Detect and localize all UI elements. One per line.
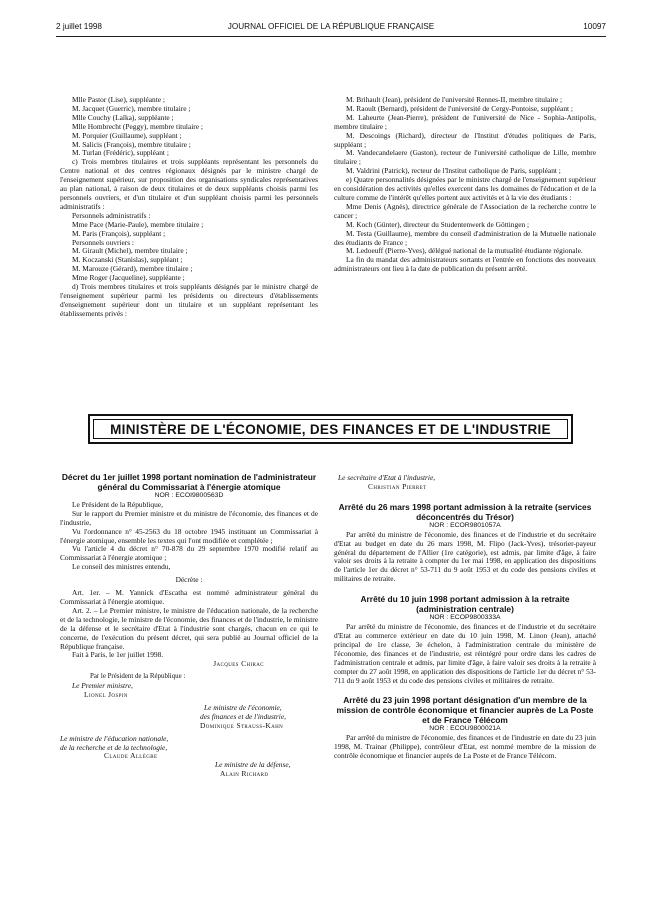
admin-heading: Personnels administratifs : (72, 210, 151, 220)
ministry-banner-title: MINISTÈRE DE L'ÉCONOMIE, DES FINANCES ET DE L'INDUSTRIE (110, 421, 551, 437)
edu-minister-title: Le ministre de l'éducation nationale, (60, 733, 169, 743)
secretary-name: Christian Pierret (368, 481, 427, 491)
member-line: M. Jacquet (Guerric), membre titulaire ; (72, 103, 191, 113)
signature-president: Jacques Chirac (213, 659, 264, 669)
member-line: M. Valdrini (Patrick), recteur de l'Institut catholique de Paris, suppléant ; (346, 166, 561, 176)
paragraph-c: c) Trois membres titulaires et trois suppléants représentant les personnels du Centre national et des centres régionaux désignés par le ministre chargé de l'enseignement supérieur, sur proposition des organisations syndicales représentatives au plan national, à raison de deux titulaires et de deux suppléants choisis parmi les personnels ouvriers, et d'un titulaire et d'un suppléant choisis parmi les personnels administratifs : (60, 157, 318, 211)
arrete-2-nor: NOR : ECOP9800333A (429, 614, 501, 622)
article-2: Art. 2. – Le Premier ministre, le ministre de l'éducation nationale, de la recherche et de la technologie, le ministre de l'économie, des finances et de l'industrie, le ministre de la défense et le secrétaire d'Etat à l'industrie sont chargés, chacun en ce qui le concerne, de l'exécution du présent décret, qui sera publié au Journal officiel de la République française. (60, 605, 318, 651)
member-line: M. Girault (Michel), membre titulaire ; (72, 246, 188, 256)
decret-paragraph: Vu l'article 4 du décret n° 70-878 du 29 septembre 1970 modifié relatif au Commissariat à l'énergie atomique ; (60, 544, 318, 563)
secretary-title: Le secrétaire d'Etat à l'industrie, (338, 473, 436, 482)
pm-title: Le Premier ministre, (72, 681, 133, 691)
header-page-number: 10097 (583, 22, 606, 31)
paragraph-d: d) Trois membres titulaires et trois suppléants désignés par le ministre chargé de l'enseignement supérieur parmi les présidents ou directeurs d'établissements d'enseignement supérieur dont un titulaire et un suppléant représentant les établissements privés : (60, 282, 318, 318)
arrete-1-title: Arrêté du 26 mars 1998 portant admission à la retraite (services déconcentrés du Trésor) (338, 501, 592, 522)
arrete-2-title: Arrêté du 10 juin 1998 portant admission à la retraite (administration centrale) (360, 594, 570, 615)
member-line: M. Porquier (Guillaume), suppléant ; (72, 130, 182, 140)
member-line: Mlle Hombrecht (Peggy), membre titulaire ; (72, 121, 203, 131)
member-line: Mme Roger (Jacqueline), suppléante ; (72, 273, 185, 283)
member-line: M. Raoult (Bernard), président de l'université de Cergy-Pontoise, suppléant ; (346, 103, 573, 113)
header-rule (56, 36, 606, 37)
eco-minister-title-2: des finances et de l'industrie, (200, 711, 286, 721)
eco-minister-title: Le ministre de l'économie, (204, 702, 282, 712)
member-line: M. Marouze (Gérard), membre titulaire ; (72, 264, 193, 274)
workers-heading: Personnels ouvriers : (72, 237, 134, 247)
member-line: M. Descoings (Richard), directeur de l'Institut d'études politiques de Paris, suppléant ; (334, 130, 596, 149)
arretes-column (334, 474, 596, 761)
defense-minister-title: Le ministre de la défense, (215, 760, 291, 770)
member-line: M. Brihault (Jean), président de l'université Rennes-II, membre titulaire ; (346, 95, 563, 104)
decret-nor: NOR : ECOI9800563D (154, 492, 224, 499)
arrete-3-title: Arrêté du 23 juin 1998 portant désignation d'un membre de la mission de contrôle économique et financier auprès de La Poste et de France Télécom (336, 695, 594, 726)
header-date: 2 juillet 1998 (56, 22, 102, 31)
paragraph-e: e) Quatre personnalités désignées par le ministre chargé de l'enseignement supérieur en considération des activités qu'elles exercent dans les domaines de l'éducation et de la culture comme de l'intérêt qu'elles portent aux activités et à la vie des étudiants : (334, 175, 596, 202)
edu-minister-title-2: de la recherche et de la technologie, (60, 742, 168, 752)
ministry-banner (88, 414, 573, 444)
arrete-1-text: Par arrêté du ministre de l'économie, des finances et de l'industrie et du secrétaire d'Etat au budget en date du 26 mars 1998, M. Flipo (Jack-Yves), trésorier-payeur général du département de l'Allier (1re catégorie), est admis, par limite d'âge, à faire valoir ses droits à la retraite à compter du 1er mai 1998, en application des dispositions de l'article 1er du décret n° 53-711 du 9 août 1953 et du code des pensions civiles et militaires de retraite. (334, 529, 596, 584)
member-line: M. Ledoeuff (Pierre-Yves), délégué national de la mutualité étudiante régionale. (346, 246, 583, 256)
fait-line: Fait à Paris, le 1er juillet 1998. (72, 650, 164, 660)
member-line: M. Laheurte (Jean-Pierre), président de l'université de Nice - Sophia-Antipolis, membre titulaire ; (334, 112, 596, 131)
edu-minister-name: Claude Allègre (104, 751, 158, 761)
member-line: M. Testa (Guillaume), membre du conseil d'administration de la Mutuelle nationale des étudiants de France ; (334, 228, 596, 247)
decret-paragraph: Le conseil des ministres entendu, (72, 562, 171, 572)
decret-column (60, 472, 318, 779)
member-line: M. Vandecandelaere (Gaston), recteur de l'université catholique de Lille, membre titulaire ; (334, 148, 596, 167)
top-right-column (334, 96, 596, 274)
decret-paragraph: Vu l'ordonnance n° 45-2563 du 18 octobre 1945 instituant un Commissariat à l'énergie atomique, ensemble les textes qui l'ont modifiée et complétée ; (60, 526, 318, 545)
decret-title: Décret du 1er juillet 1998 portant nomination de l'administrateur général du Commissariat à l'énergie atomique (61, 472, 317, 492)
member-line: M. Koch (Günter), directeur du Studentenwerk de Göttingen ; (346, 219, 530, 229)
member-line: Mme Denis (Agnès), directrice générale de l'Association de la recherche contre le cancer ; (334, 201, 596, 220)
header-journal-title: JOURNAL OFFICIEL DE LA RÉPUBLIQUE FRANÇAISE (227, 22, 435, 31)
decrete-heading: Décrète : (175, 575, 203, 585)
member-line: Mme Pace (Marie-Paule), membre titulaire ; (72, 219, 204, 229)
by-president-line: Par le Président de la République : (90, 673, 186, 681)
article-1: Art. 1er. – M. Yannick d'Escatha est nommé administrateur général du Commissariat à l'énergie atomique. (60, 588, 318, 606)
arrete-3-text: Par arrêté du ministre de l'économie, des finances et de l'industrie en date du 23 juin 1998, M. Trainar (Philippe), contrôleur d'Etat, est nommé membre de la mission de contrôle économique et financier auprès de La Poste et de France Télécom. (334, 733, 596, 761)
member-line: Mlle Couchy (Laïka), suppléante ; (72, 112, 174, 122)
member-line: Mlle Pastor (Lise), suppléante ; (72, 95, 165, 104)
arrete-1-nor: NOR : ECOR9801057A (429, 521, 501, 529)
top-left-column (60, 96, 318, 319)
decret-paragraph: Sur le rapport du Premier ministre et du ministre de l'économie, des finances et de l'industrie, (60, 508, 318, 527)
member-line: M. Salicis (François), membre titulaire ; (72, 139, 191, 149)
arrete-2-text: Par arrêté du ministre de l'économie, des finances et de l'industrie et du secrétaire d'Etat au commerce extérieur en date du 10 juin 1998, M. Linon (Jean), attaché principal de 1re classe, 3e échelon, à l'administration centrale du ministère de l'économie, des finances et de l'industrie, est réintégré pour ordre dans les cadres de l'administration centrale et admis, par limite d'âge, à faire valoir ses droits à la retraite à compter du 27 août 1998, en application des dispositions de l'article 1er du décret n° 53-711 du 9 août 1953 et du code des pensions civiles et militaires de retraite. (334, 622, 596, 685)
eco-minister-name: Dominique Strauss-Kahn (200, 720, 284, 730)
member-line: M. Koczanski (Stanislas), suppléant ; (72, 255, 183, 265)
member-line: M. Turlan (Frédéric), suppléant ; (72, 148, 169, 158)
pm-name: Lionel Jospin (84, 690, 128, 700)
page-header (56, 22, 606, 36)
arrete-3-nor: NOR : ECOU9800021A (429, 725, 501, 733)
member-line: M. Paris (François), suppléant ; (72, 228, 166, 238)
decret-paragraph: Le Président de la République, (72, 499, 163, 509)
closing-paragraph: La fin du mandat des administrateurs sortants et l'entrée en fonctions des nouveaux administrateurs ont lieu à la date de publication du présent arrêté. (334, 255, 596, 274)
defense-minister-name: Alain Richard (220, 769, 269, 779)
